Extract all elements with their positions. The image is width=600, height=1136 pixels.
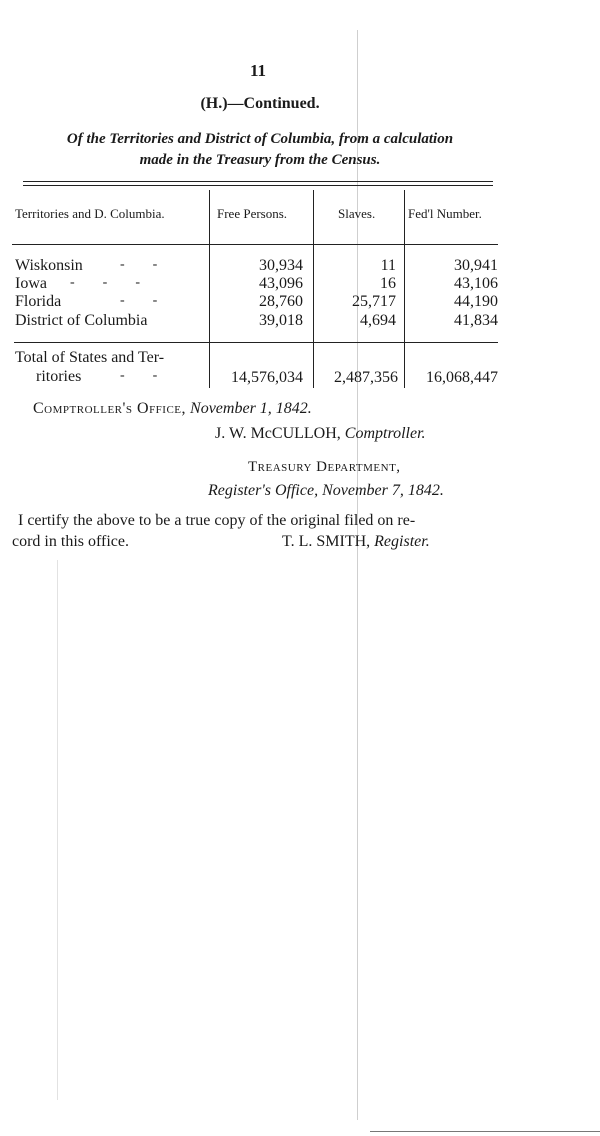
certification-line-1: I certify the above to be a true copy of the original filed on re- [18,512,416,529]
row-federal: 41,834 [454,312,498,329]
register-signature [282,533,430,551]
comptroller-name: J. W. McCULLOH, [215,425,341,442]
total-free: 14,576,034 [231,369,303,386]
register-office-date: Register's Office, November 7, 1842. [208,482,444,499]
row-dashes: - - - [70,275,140,290]
comptroller-office: Comptroller's Office, [33,400,187,417]
total-federal: 16,068,447 [426,369,498,386]
table-top-rule-2 [23,185,493,186]
header-federal-number: Fed'l Number. [408,206,482,221]
comptroller-date: November 1, 1842. [190,400,312,417]
header-bottom-rule [12,244,498,245]
row-federal: 44,190 [454,293,498,310]
header-free-persons: Free Persons. [217,206,288,221]
row-slaves: 16 [380,275,396,292]
total-slaves: 2,487,356 [334,369,398,386]
comptroller-signature [215,425,426,443]
scan-fold-line [357,30,358,1120]
row-free: 39,018 [259,312,303,329]
page-number: 11 [249,61,267,80]
row-name: District of Columbia [15,312,148,329]
header-territories: Territories and D. Columbia. [15,206,165,221]
row-slaves: 4,694 [360,312,396,329]
treasury-department: Treasury Department, [248,459,401,475]
certification-line-2: cord in this office. [12,533,130,550]
subtitle-line-2: made in the Treasury from the Census. [139,152,381,168]
subtitle-line-1: Of the Territories and District of Columbia, from a calculation [66,131,454,147]
section-title: (H.)—Continued. [200,95,320,112]
scan-bottom-edge [370,1131,600,1132]
column-divider-3 [404,190,405,388]
total-top-rule [14,342,498,343]
column-divider-1 [209,190,210,388]
table-top-rule [23,181,493,182]
row-dashes: - - [120,293,158,308]
row-name: Iowa [15,275,47,292]
total-label-line-1: Total of States and Ter- [15,349,165,366]
row-slaves: 25,717 [352,293,396,310]
row-free: 28,760 [259,293,303,310]
row-free: 30,934 [259,257,303,274]
row-name: Florida [15,293,62,310]
comptroller-line [33,400,312,418]
column-divider-2 [313,190,314,388]
row-federal: 43,106 [454,275,498,292]
scan-fold-line-left [57,560,58,1100]
register-name: T. L. SMITH, [282,533,371,550]
header-slaves: Slaves. [338,206,376,221]
row-free: 43,096 [259,275,303,292]
total-label-line-2: ritories [36,368,82,385]
row-federal: 30,941 [454,257,498,274]
row-slaves: 11 [380,257,396,274]
total-dashes: - - [120,368,158,383]
row-name: Wiskonsin [15,257,83,274]
row-dashes: - - [120,257,158,272]
register-title: Register. [374,533,430,550]
comptroller-title: Comptroller. [344,425,426,442]
